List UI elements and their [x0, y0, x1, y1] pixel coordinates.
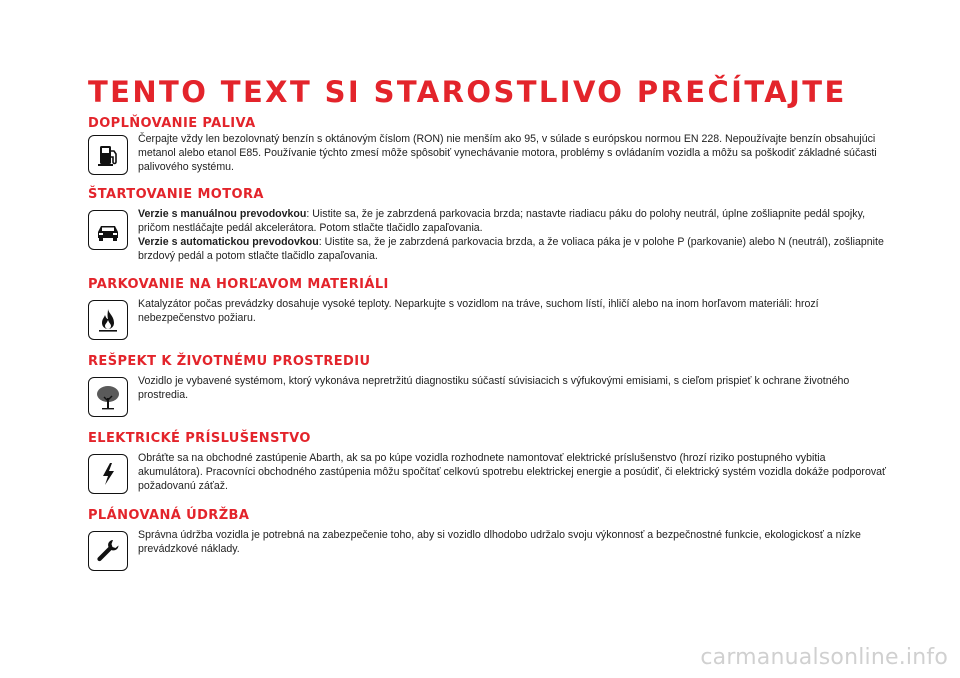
- section-title: PARKOVANIE NA HORĽAVOM MATERIÁLI: [88, 277, 389, 292]
- section-title: REŠPEKT K ŽIVOTNÉMU PROSTREDIU: [88, 354, 371, 369]
- paragraph: Verzie s manuálnou prevodovkou: Uistite sa, že je zabrzdená parkovacia brzda; nastavte riadiacu páku do polohy neutrál, úplne zošliapnite pedál spojky, pričom nestláčajte pedál akcelerátora. Potom stlačte tlačidlo zapaľovania.: [138, 208, 866, 234]
- paragraph: Čerpajte vždy len bezolovnatý benzín s oktánovým číslom (RON) nie menším ako 95, v súlade s európskou normou EN 228. Nepoužívajte benzín obsahujúci metanol alebo etanol E85. Používanie týchto zmesí môže spôsobiť vynechávanie motora, problémy s ovládaním vozidla a môžu sa poškodiť základné súčasti palivového systému.: [138, 133, 877, 173]
- page-title: TENTO TEXT SI STAROSTLIVO PREČÍTAJTE: [88, 75, 847, 109]
- section-title: ŠTARTOVANIE MOTORA: [88, 187, 264, 202]
- fuel-pump-icon: [88, 135, 128, 175]
- tree-icon: [88, 377, 128, 417]
- paragraph: Obráťte sa na obchodné zastúpenie Abarth, ak sa po kúpe vozidla rozhodnete namontovať elektrické príslušenstvo (hrozí riziko postupného vybitia akumulátora). Pracovníci obchodného zastúpenia môžu spočítať celkovú spotrebu elektrickej energie a posúdiť, či elektrický systém vozidla dokáže podporovať požadovanú záťaž.: [138, 452, 886, 492]
- section-title: ELEKTRICKÉ PRÍSLUŠENSTVO: [88, 431, 311, 446]
- paragraph: Verzie s automatickou prevodovkou: Uistite sa, že je zabrzdená parkovacia brzda, a že voliaca páka je v polohe P (parkovanie) alebo N (neutrál), zošliapnite brzdový pedál a potom stlačte tlačidlo zapaľovania.: [138, 236, 884, 262]
- flame-icon: [88, 300, 128, 340]
- section-maintenance: [88, 508, 888, 571]
- section-fuel: [88, 116, 888, 175]
- section-parking: [88, 277, 888, 340]
- paragraph: Katalyzátor počas prevádzky dosahuje vysoké teploty. Neparkujte s vozidlom na tráve, suchom lístí, ihličí alebo na inom horľavom materiáli: hrozí nebezpečenstvo požiaru.: [138, 298, 819, 324]
- lightning-icon: [88, 454, 128, 494]
- section-environment: [88, 354, 888, 417]
- section-title: PLÁNOVANÁ ÚDRŽBA: [88, 508, 250, 523]
- page: [88, 74, 888, 571]
- section-title: DOPLŇOVANIE PALIVA: [88, 116, 256, 131]
- watermark: carmanualsonline.info: [700, 645, 948, 670]
- paragraph: Správna údržba vozidla je potrebná na zabezpečenie toho, aby si vozidlo dlhodobo udržalo svoju výkonnosť a bezpečnostné funkcie, ekologickosť a nízke prevádzkové náklady.: [138, 529, 861, 555]
- wrench-icon: [88, 531, 128, 571]
- car-icon: [88, 210, 128, 250]
- section-electrical: [88, 431, 888, 494]
- paragraph: Vozidlo je vybavené systémom, ktorý vykonáva nepretržitú diagnostiku súčastí súvisiacich s výfukovými emisiami, s cieľom prispieť k ochrane životného prostredia.: [138, 375, 850, 401]
- section-start: [88, 187, 888, 263]
